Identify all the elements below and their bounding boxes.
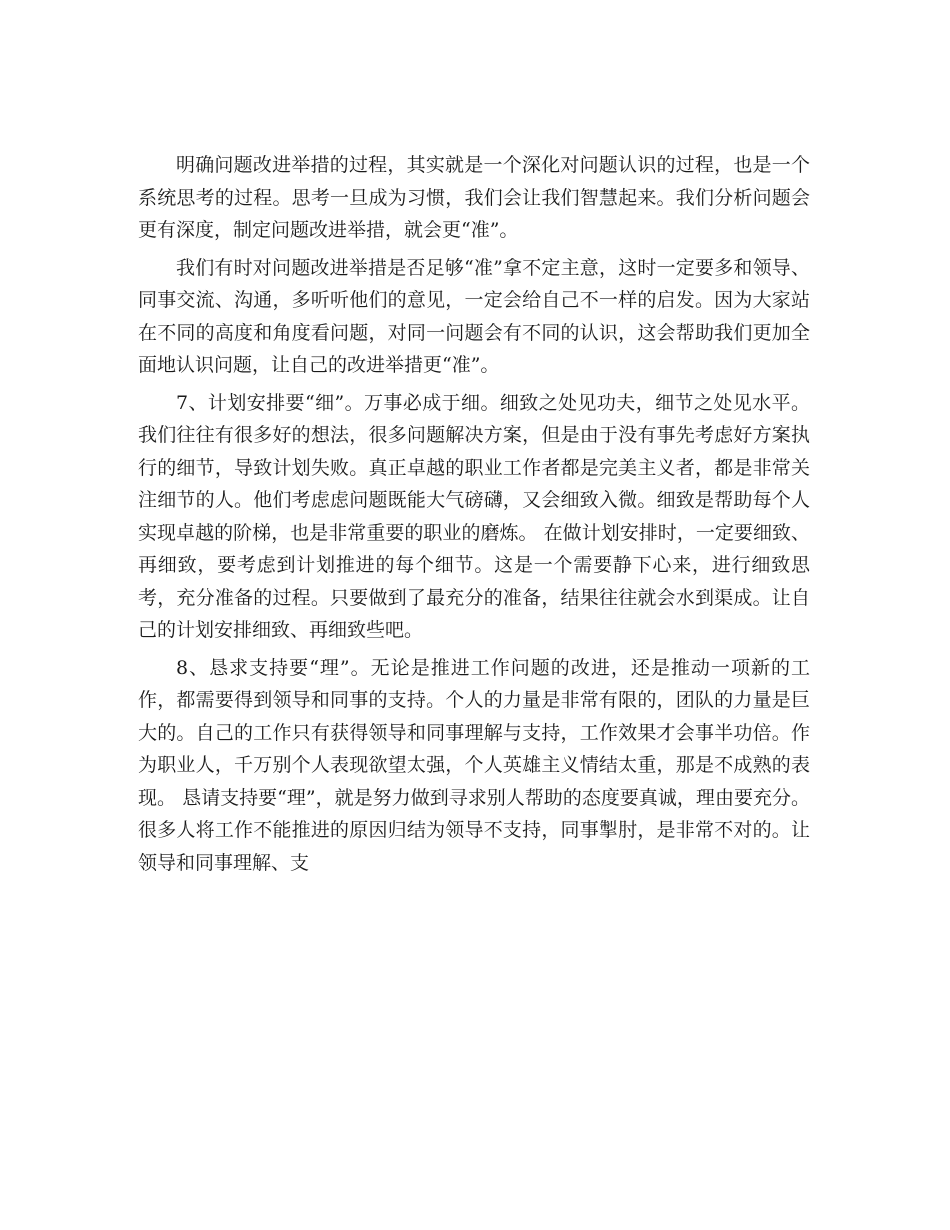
- paragraph-3: 7、计划安排要“细”。万事必成于细。细致之处见功夫，细节之处见水平。我们往往有很多好的想法，很多问题解决方案，但是由于没有事先考虑好方案执行的细节，导致计划失败。真正卓越的职业工作者都是完美主义者，都是非常关注细节的人。他们考虑虑问题既能大气磅礴，又会细致入微。细致是帮助每个人实现卓越的阶梯，也是非常重要的职业的磨炼。 在做计划安排时，一定要细致、再细致，要考虑到计划推进的每个细节。这是一个需要静下心来，进行细致思考，充分准备的过程。只要做到了最充分的准备，结果往往就会水到渠成。让自己的计划安排细致、再细致些吧。: [138, 391, 810, 641]
- paragraph-2: 我们有时对问题改进举措是否足够“准”拿不定主意，这时一定要多和领导、同事交流、沟通，多听听他们的意见，一定会给自己不一样的启发。因为大家站在不同的高度和角度看问题，对同一问题会有不同的认识，这会帮助我们更加全面地认识问题，让自己的改进举措更“准”。: [138, 256, 810, 376]
- paragraph-4: 8、恳求支持要“理”。无论是推进工作问题的改进，还是推动一项新的工作，都需要得到领导和同事的支持。个人的力量是非常有限的，团队的力量是巨大的。自己的工作只有获得领导和同事理解与支持，工作效果才会事半功倍。作为职业人，千万别个人表现欲望太强，个人英雄主义情结太重，那是不成熟的表现。 恳请支持要“理”，就是努力做到寻求别人帮助的态度要真诚，理由要充分。很多人将工作不能推进的原因归结为领导不支持，同事掣肘，是非常不对的。让领导和同事理解、支: [138, 656, 810, 874]
- document-body: [138, 149, 810, 884]
- paragraph-1: 明确问题改进举措的过程，其实就是一个深化对问题认识的过程，也是一个系统思考的过程。思考一旦成为习惯，我们会让我们智慧起来。我们分析问题会更有深度，制定问题改进举措，就会更“准”。: [138, 154, 810, 241]
